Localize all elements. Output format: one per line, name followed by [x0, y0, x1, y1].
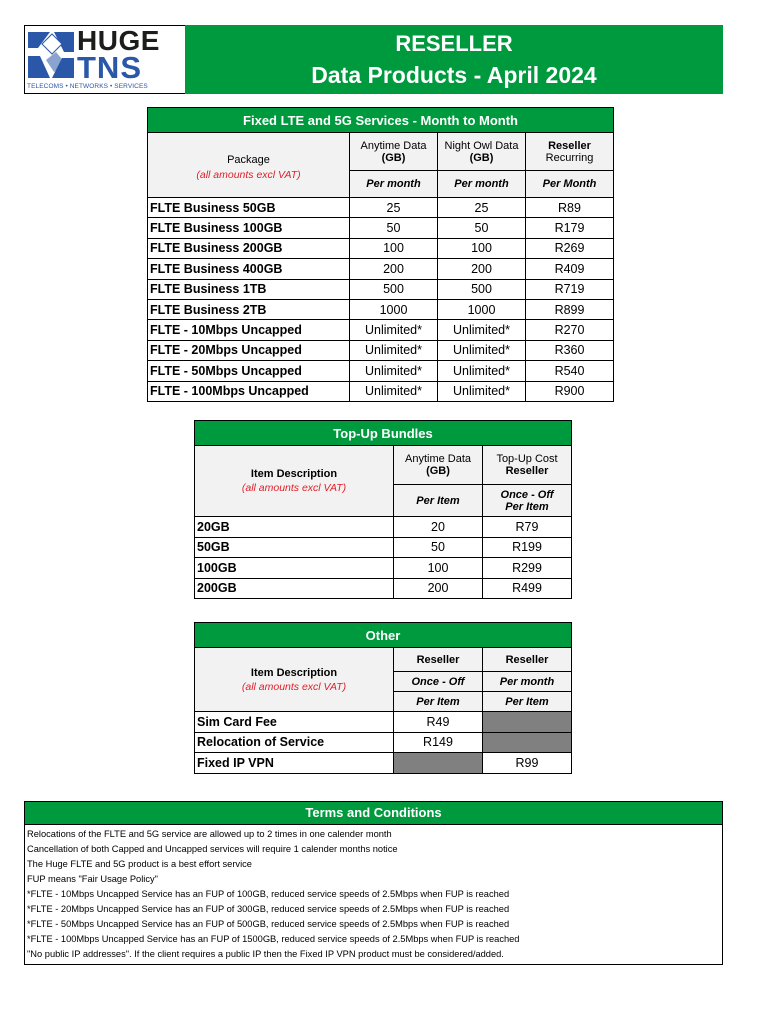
- package-name: FLTE Business 200GB: [148, 238, 350, 258]
- col-night-unit: (GB): [469, 151, 494, 164]
- anytime-value: 50: [394, 537, 483, 558]
- terms-line: "No public IP addresses". If the client requires a public IP then the Fixed IP VPN product must be considered/added.: [27, 949, 504, 959]
- sub-anytime: Per month: [350, 171, 438, 198]
- night-value: 200: [438, 259, 526, 279]
- table-row: [195, 578, 572, 599]
- table-row: [148, 340, 614, 360]
- item-name: Fixed IP VPN: [195, 753, 394, 774]
- anytime-value: Unlimited*: [350, 340, 438, 360]
- topup-title: Top-Up Bundles: [195, 421, 572, 446]
- col-item-note: (all amounts excl VAT): [241, 680, 347, 693]
- sub-b-line1: Per month: [483, 672, 572, 692]
- col-anytime-unit: (GB): [426, 465, 450, 477]
- package-name: FLTE - 20Mbps Uncapped: [148, 340, 350, 360]
- col-item-label: Item Description: [250, 468, 338, 480]
- terms-section: [24, 801, 723, 965]
- sub-b-line2: Per Item: [483, 692, 572, 712]
- table-row: [148, 238, 614, 258]
- logo-mark-icon: [28, 30, 76, 80]
- table-row: [195, 753, 572, 774]
- anytime-value: 200: [394, 578, 483, 599]
- night-value: 500: [438, 279, 526, 299]
- sub-a-line2: Per Item: [394, 692, 483, 712]
- sub-night: Per month: [438, 171, 526, 198]
- page-subtitle: Data Products - April 2024: [311, 62, 597, 88]
- table-row: [148, 279, 614, 299]
- anytime-value: Unlimited*: [350, 320, 438, 340]
- item-name: 20GB: [195, 517, 394, 538]
- package-name: FLTE Business 100GB: [148, 218, 350, 238]
- col-a-header: Reseller: [394, 648, 483, 672]
- col-reseller-sub: Recurring: [545, 151, 594, 164]
- package-name: FLTE Business 50GB: [148, 198, 350, 218]
- price-value: R299: [483, 558, 572, 579]
- anytime-value: Unlimited*: [350, 381, 438, 401]
- night-value: Unlimited*: [438, 361, 526, 381]
- col-item-label: Item Description: [250, 666, 338, 679]
- col-reseller-header: [526, 133, 614, 171]
- package-name: FLTE - 100Mbps Uncapped: [148, 381, 350, 401]
- item-name: 100GB: [195, 558, 394, 579]
- package-name: FLTE Business 2TB: [148, 299, 350, 319]
- logo-tagline: TELECOMS • NETWORKS • SERVICES: [27, 83, 148, 90]
- sub-cost: [483, 485, 572, 517]
- col-reseller-label: Reseller: [548, 139, 591, 152]
- terms-line: *FLTE - 50Mbps Uncapped Service has an FUP of 500GB, reduced service speeds of 2.5Mbps when FUP is reached: [27, 919, 510, 929]
- price-value: R540: [526, 361, 614, 381]
- price-value: R409: [526, 259, 614, 279]
- col-night-label: Night Owl Data: [444, 139, 519, 152]
- night-value: 50: [438, 218, 526, 238]
- topup-table: [194, 420, 572, 599]
- table-row: [195, 712, 572, 733]
- monthly-value: [483, 732, 572, 753]
- night-value: Unlimited*: [438, 320, 526, 340]
- anytime-value: 20: [394, 517, 483, 538]
- anytime-value: 50: [350, 218, 438, 238]
- night-value: Unlimited*: [438, 381, 526, 401]
- table-row: [195, 558, 572, 579]
- package-name: FLTE - 10Mbps Uncapped: [148, 320, 350, 340]
- table-row: [148, 218, 614, 238]
- price-value: R360: [526, 340, 614, 360]
- col-item-note: (all amounts excl VAT): [241, 482, 347, 494]
- price-value: R199: [483, 537, 572, 558]
- night-value: 1000: [438, 299, 526, 319]
- table-row: [148, 299, 614, 319]
- fixed-lte-table: [147, 107, 614, 402]
- package-name: FLTE Business 400GB: [148, 259, 350, 279]
- company-logo: [24, 25, 186, 94]
- terms-line: Relocations of the FLTE and 5G service are allowed up to 2 times in one calender month: [27, 829, 392, 839]
- item-name: Sim Card Fee: [195, 712, 394, 733]
- package-name: FLTE Business 1TB: [148, 279, 350, 299]
- terms-line: *FLTE - 20Mbps Uncapped Service has an FUP of 300GB, reduced service speeds of 2.5Mbps when FUP is reached: [27, 904, 510, 914]
- table-row: [195, 732, 572, 753]
- col-night-header: [438, 133, 526, 171]
- item-name: Relocation of Service: [195, 732, 394, 753]
- col-item-header: [195, 446, 394, 517]
- once-value: R149: [394, 732, 483, 753]
- col-cost-sub: Reseller: [505, 465, 549, 477]
- price-value: R179: [526, 218, 614, 238]
- col-anytime-header: [350, 133, 438, 171]
- once-value: [394, 753, 483, 774]
- terms-title: Terms and Conditions: [25, 802, 722, 825]
- sub-reseller: Per Month: [526, 171, 614, 198]
- terms-line: Cancellation of both Capped and Uncapped services will require 1 calender months notice: [27, 844, 398, 854]
- col-cost-label: Top-Up Cost: [496, 453, 558, 465]
- sub-cost-line1: Once - Off: [500, 488, 554, 501]
- table-row: [148, 259, 614, 279]
- terms-line: The Huge FLTE and 5G product is a best effort service: [27, 859, 252, 869]
- price-value: R269: [526, 238, 614, 258]
- night-value: 100: [438, 238, 526, 258]
- terms-list: [25, 825, 722, 964]
- price-value: R499: [483, 578, 572, 599]
- anytime-value: 25: [350, 198, 438, 218]
- anytime-value: 100: [394, 558, 483, 579]
- other-title: Other: [195, 623, 572, 648]
- monthly-value: [483, 712, 572, 733]
- night-value: 25: [438, 198, 526, 218]
- fixed-lte-title: Fixed LTE and 5G Services - Month to Month: [148, 108, 614, 133]
- page-header: [24, 25, 723, 94]
- col-b-header: Reseller: [483, 648, 572, 672]
- item-name: 200GB: [195, 578, 394, 599]
- price-value: R89: [526, 198, 614, 218]
- page-title: RESELLER: [395, 31, 513, 56]
- table-row: [148, 320, 614, 340]
- logo-text-tns: TNS: [77, 50, 142, 85]
- col-item-header: [195, 648, 394, 712]
- table-row: [195, 517, 572, 538]
- price-value: R270: [526, 320, 614, 340]
- package-name: FLTE - 50Mbps Uncapped: [148, 361, 350, 381]
- terms-line: *FLTE - 100Mbps Uncapped Service has an FUP of 1500GB, reduced service speeds of 2.5Mbps when FUP is reached: [27, 934, 520, 944]
- once-value: R49: [394, 712, 483, 733]
- col-cost-header: [483, 446, 572, 485]
- table-row: [148, 361, 614, 381]
- anytime-value: 100: [350, 238, 438, 258]
- col-package-note: (all amounts excl VAT): [196, 168, 301, 181]
- monthly-value: R99: [483, 753, 572, 774]
- other-table: [194, 622, 572, 774]
- sub-a-line1: Once - Off: [394, 672, 483, 692]
- title-banner: [185, 25, 723, 94]
- logo-text-huge: HUGE: [77, 25, 160, 56]
- price-value: R900: [526, 381, 614, 401]
- anytime-value: Unlimited*: [350, 361, 438, 381]
- item-name: 50GB: [195, 537, 394, 558]
- price-value: R79: [483, 517, 572, 538]
- col-anytime-header: [394, 446, 483, 485]
- terms-line: *FLTE - 10Mbps Uncapped Service has an FUP of 100GB, reduced service speeds of 2.5Mbps when FUP is reached: [27, 889, 510, 899]
- sub-cost-line2: Per Item: [505, 500, 549, 513]
- col-anytime-label: Anytime Data: [360, 139, 427, 152]
- col-package-label: Package: [227, 153, 270, 166]
- anytime-value: 1000: [350, 299, 438, 319]
- terms-line: FUP means "Fair Usage Policy": [27, 874, 158, 884]
- price-value: R719: [526, 279, 614, 299]
- anytime-value: 200: [350, 259, 438, 279]
- sub-anytime: Per Item: [394, 485, 483, 517]
- price-value: R899: [526, 299, 614, 319]
- night-value: Unlimited*: [438, 340, 526, 360]
- anytime-value: 500: [350, 279, 438, 299]
- table-row: [148, 198, 614, 218]
- col-package-header: [148, 133, 350, 198]
- table-row: [195, 537, 572, 558]
- table-row: [148, 381, 614, 401]
- col-anytime-unit: (GB): [381, 151, 406, 164]
- col-anytime-label: Anytime Data: [404, 453, 472, 465]
